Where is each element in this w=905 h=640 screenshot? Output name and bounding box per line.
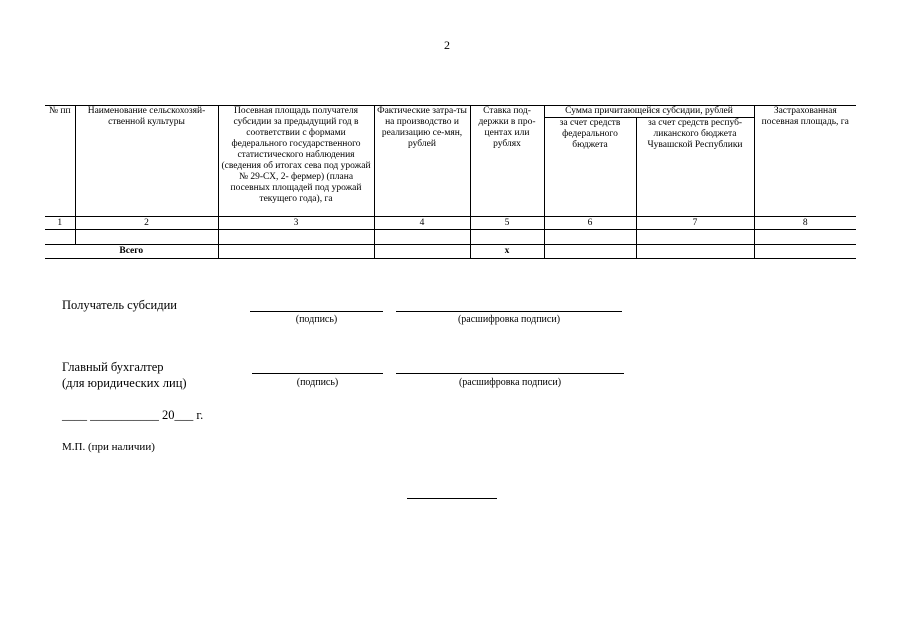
accountant-sublabel: (для юридических лиц) — [62, 376, 187, 390]
recipient-decoding-caption: (расшифровка подписи) — [457, 314, 561, 325]
table-cell — [218, 230, 374, 245]
total-label: Всего — [45, 245, 218, 259]
header-number: № пп — [45, 106, 75, 217]
table-cell — [636, 230, 754, 245]
column-number: 6 — [544, 217, 636, 230]
header-sown-area: Посевная площадь получателя субсидии за предыдущий год в соответствии с формами федерального государственного статистического наблюдения (сведения об итогах сева под урожай № 29-СХ, 2- фермер) (плана посевных площадей под урожай текущего года), га — [218, 106, 374, 217]
table-cell — [470, 230, 544, 245]
recipient-signature-line — [250, 311, 383, 312]
header-support-rate: Ставка под-держки в про-центах или рублях — [470, 106, 544, 217]
end-separator-line — [407, 498, 497, 499]
header-actual-costs: Фактические затра-ты на производство и реализацию се-мян, рублей — [374, 106, 470, 217]
accountant-decoding-line — [396, 373, 624, 374]
table-cell — [636, 245, 754, 259]
column-number: 5 — [470, 217, 544, 230]
column-number: 3 — [218, 217, 374, 230]
table-cell — [374, 230, 470, 245]
table-cell — [544, 230, 636, 245]
column-number: 4 — [374, 217, 470, 230]
table-cell — [544, 245, 636, 259]
header-republic-budget: за счет средств респуб-ликанского бюджета Чувашской Республики — [636, 118, 754, 217]
recipient-label: Получатель субсидии — [62, 298, 177, 312]
column-number: 2 — [75, 217, 218, 230]
recipient-decoding-line — [396, 311, 622, 312]
table-cell — [754, 230, 856, 245]
table-cell — [374, 245, 470, 259]
table-cell — [75, 230, 218, 245]
column-number: 8 — [754, 217, 856, 230]
table-cell — [45, 230, 75, 245]
column-numbers-row — [45, 217, 856, 230]
accountant-decoding-caption: (расшифровка подписи) — [458, 377, 562, 388]
recipient-signature-caption: (подпись) — [295, 314, 338, 325]
seal-note: М.П. (при наличии) — [62, 441, 155, 453]
column-number: 7 — [636, 217, 754, 230]
accountant-signature-line — [252, 373, 383, 374]
total-rate-cell: х — [470, 245, 544, 259]
header-insured-area: Застрахованная посевная площадь, га — [754, 106, 856, 217]
table-row — [45, 230, 856, 245]
accountant-signature-caption: (подпись) — [296, 377, 339, 388]
column-number: 1 — [45, 217, 75, 230]
table-cell — [754, 245, 856, 259]
total-row — [45, 245, 856, 259]
header-federal-budget: за счет средств федерального бюджета — [544, 118, 636, 217]
header-crop-name: Наименование сельскохозяй-ственной культуры — [75, 106, 218, 217]
table-cell — [218, 245, 374, 259]
subsidy-table — [45, 105, 856, 259]
header-row — [45, 106, 856, 118]
date-line: ____ ___________ 20___ г. — [62, 408, 204, 422]
header-subsidy-group: Сумма причитающейся субсидии, рублей — [544, 106, 754, 118]
page-number: 2 — [444, 38, 450, 52]
accountant-label: Главный бухгалтер — [62, 360, 164, 374]
